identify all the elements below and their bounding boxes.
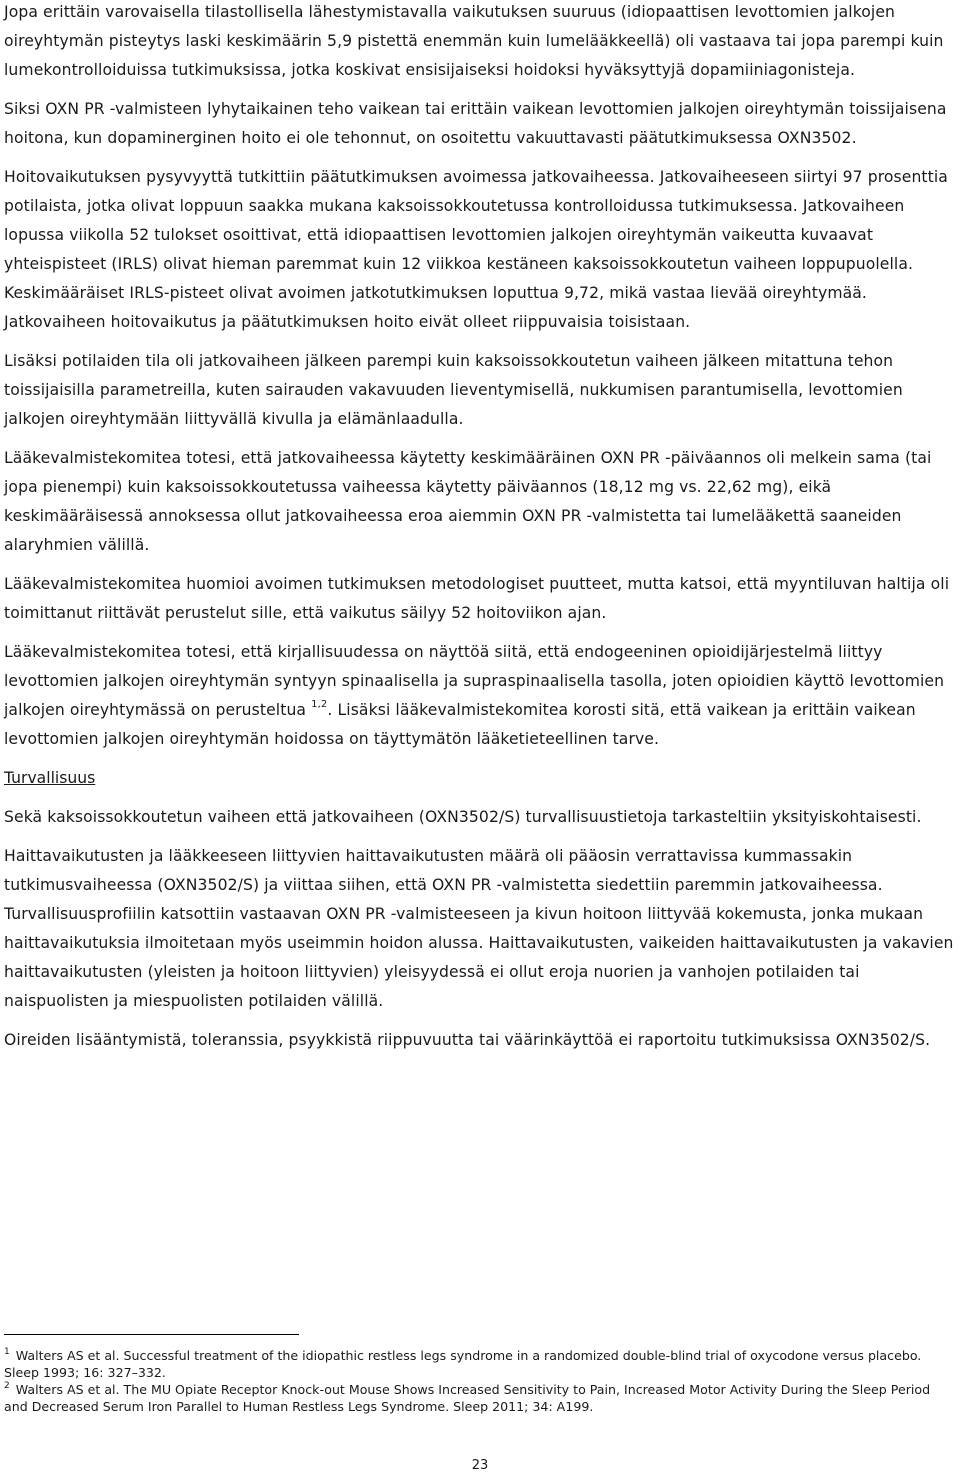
footnote-marker: 2	[4, 1380, 10, 1391]
paragraph-adverse-events: Haittavaikutusten ja lääkkeeseen liittyvien haittavaikutusten määrä oli pääosin verrattavissa kummassakin tutkimusvaiheessa (OXN3502/S) ja viittaa siihen, että OXN PR -valmistetta siedettiin paremmin jatkovaiheessa. Turvallisuusprofiilin katsottiin vastaavan OXN PR -valmisteeseen ja kivun hoitoon liittyvää kokemusta, jonka mukaan haittavaikutuksia ilmoitetaan myös useimmin hoidon alussa. Haittavaikutusten, vaikeiden haittavaikutusten ja vakavien haittavaikutusten (yleisten ja hoitoon liittyvien) yleisyydessä ei ollut eroja nuorien ja vanhojen potilaiden tai naispuolisten ja miespuolisten potilaiden välillä.	[4, 847, 954, 1010]
paragraph-effect-size: Jopa erittäin varovaisella tilastollisella lähestymistavalla vaikutuksen suuruus (idiopaattisen levottomien jalkojen oireyhtymän pisteytys laski keskimäärin 5,9 pistettä enemmän kuin lumelääkkeellä) oli vastaava tai jopa parempi kuin lumekontrolloiduissa tutkimuksissa, jotka koskivat ensisijaiseksi hoidoksi hyväksyttyjä dopamiiniagonisteja.	[4, 3, 944, 79]
document-body	[4, 0, 956, 1065]
paragraph-safety-data: Sekä kaksoissokkoutetun vaiheen että jatkovaiheen (OXN3502/S) turvallisuustietoja tarkasteltiin yksityiskohtaisesti.	[4, 808, 922, 826]
page-number: 23	[471, 1458, 489, 1473]
paragraph-maintenance: Hoitovaikutuksen pysyvyyttä tutkittiin päätutkimuksen avoimessa jatkovaiheessa. Jatkovaiheeseen siirtyi 97 prosenttia potilaista, jotka olivat loppuun saakka mukana kaksoissokkoutetussa kontrolloidussa tutkimuksessa. Jatkovaiheen lopussa viikolla 52 tulokset osoittivat, että idiopaattisen levottomien jalkojen oireyhtymän vaikeutta kuvaavat yhteispisteet (IRLS) olivat hieman paremmat kuin 12 viikkoa kestäneen kaksoissokkoutetun vaiheen loppupuolella. Keskimääräiset IRLS-pisteet olivat avoimen jatkotutkimuksen loputtua 9,72, mikä vastaa lievää oireyhtymää. Jatkovaiheen hoitovaikutus ja päätutkimuksen hoito eivät olleet riippuvaisia toisistaan.	[4, 168, 948, 331]
paragraph-opioid-rationale	[4, 638, 956, 754]
footnote-divider	[4, 1334, 299, 1335]
footnote-2	[4, 1381, 956, 1415]
paragraph-opioid-text-b: . Lisäksi lääkevalmistekomitea korosti sitä, että vaikean ja erittäin vaikean levottomien jalkojen oireyhtymän hoidossa on täyttymätön lääketieteellinen tarve.	[4, 701, 916, 748]
footnote-text: Walters AS et al. The MU Opiate Receptor Knock-out Mouse Shows Increased Sensitivity to Pain, Increased Motor Activity During the Sleep Period and Decreased Serum Iron Parallel to Human Restless Legs Syndrome. Sleep 2011; 34: A199.	[4, 1382, 931, 1414]
paragraph-tolerance: Oireiden lisääntymistä, toleranssia, psyykkistä riippuvuutta tai väärinkäyttöä ei raportoitu tutkimuksissa OXN3502/S.	[4, 1031, 931, 1049]
section-heading-safety: Turvallisuus	[4, 769, 96, 787]
footnote-reference: 1,2	[311, 698, 328, 710]
paragraph-secondary-parameters: Lisäksi potilaiden tila oli jatkovaiheen jälkeen parempi kuin kaksoissokkoutetun vaiheen jälkeen mitattuna tehon toissijaisilla parametreilla, kuten sairauden vakavuuden lieventymisellä, nukkumisen parantumisella, levottomien jalkojen oireyhtymään liittyvällä kivulla ja elämänlaadulla.	[4, 352, 903, 428]
paragraph-short-term-efficacy: Siksi OXN PR -valmisteen lyhytaikainen teho vaikean tai erittäin vaikean levottomien jalkojen oireyhtymän toissijaisena hoitona, kun dopaminerginen hoito ei ole tehonnut, on osoitettu vakuuttavasti päätutkimuksessa OXN3502.	[4, 100, 947, 147]
paragraph-methodology: Lääkevalmistekomitea huomioi avoimen tutkimuksen metodologiset puutteet, mutta katsoi, että myyntiluvan haltija oli toimittanut riittävät perustelut sille, että vaikutus säilyy 52 hoitoviikon ajan.	[4, 575, 950, 622]
paragraph-opioid-text-a: Lääkevalmistekomitea totesi, että kirjallisuudessa on näyttöä siitä, että endogeeninen opioidijärjestelmä liittyy levottomien jalkojen oireyhtymän syntyyn spinaalisella ja supraspinaalisella tasolla, joten opioidien käyttö levottomien jalkojen oireyhtymässä on perusteltua	[4, 643, 945, 719]
footnotes	[4, 1334, 956, 1415]
footnote-text: Walters AS et al. Successful treatment of the idiopathic restless legs syndrome in a randomized double-blind trial of oxycodone versus placebo. Sleep 1993; 16: 327–332.	[4, 1348, 922, 1380]
footnote-marker: 1	[4, 1346, 10, 1357]
footnote-1	[4, 1347, 956, 1381]
paragraph-daily-dose: Lääkevalmistekomitea totesi, että jatkovaiheessa käytetty keskimääräinen OXN PR -päiväannos oli melkein sama (tai jopa pienempi) kuin kaksoissokkoutetussa vaiheessa käytetty päiväannos (18,12 mg vs. 22,62 mg), eikä keskimääräisessä annoksessa ollut jatkovaiheessa eroa aiemmin OXN PR -valmistetta tai lumelääkettä saaneiden alaryhmien välillä.	[4, 449, 932, 554]
